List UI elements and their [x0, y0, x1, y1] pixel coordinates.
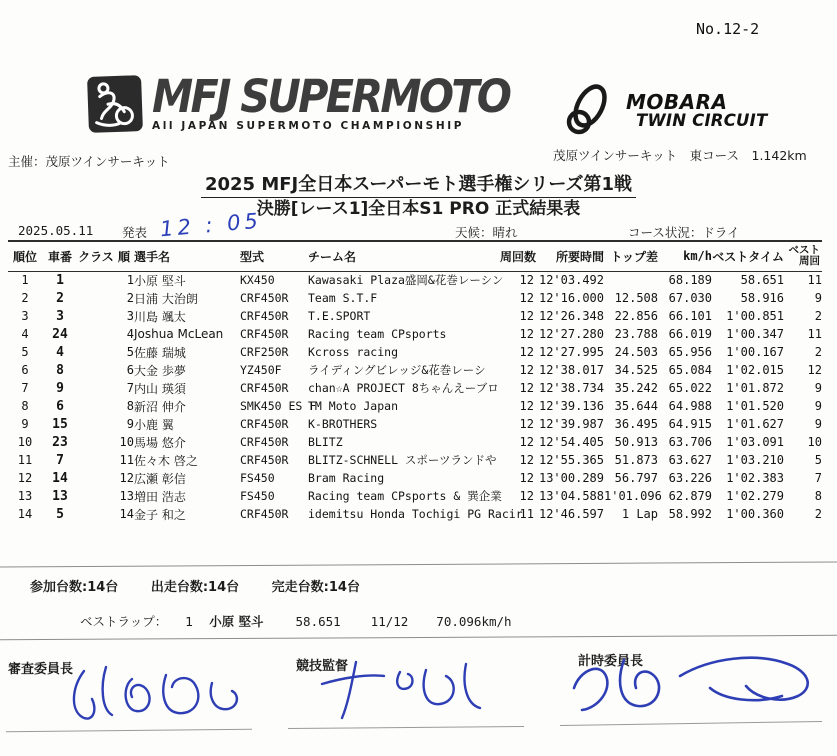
- cell-gap: 35.242: [614, 381, 658, 395]
- result-row: [8, 433, 822, 451]
- header-gap: トップ差: [604, 241, 658, 271]
- cell-total-time: 12'03.492: [538, 273, 604, 288]
- cell-best-time: 1'03.091: [726, 435, 784, 449]
- cell-bike-number: 9: [56, 380, 64, 396]
- header-best-lap: ベスト 周回: [784, 241, 822, 271]
- result-row: [8, 307, 822, 325]
- cell-machine: CRF450R: [240, 309, 289, 323]
- results-tbody: [8, 271, 822, 523]
- race-director-label: 競技監督: [296, 659, 349, 674]
- cell-best-lap: 11: [807, 273, 822, 288]
- cell-gap: 36.495: [614, 417, 658, 431]
- cell-class-rank: 2: [126, 291, 134, 305]
- starters-count: 出走台数:14台: [150, 580, 240, 595]
- cell-best-lap: 2: [814, 507, 822, 521]
- cell-kmh: 65.022: [668, 381, 712, 395]
- header-machine: 型式: [240, 241, 308, 271]
- result-row: [8, 361, 822, 379]
- cell-machine: FS450: [240, 471, 275, 485]
- cell-rider: 大金 歩夢: [134, 363, 186, 378]
- cell-laps: 12: [519, 273, 534, 288]
- cell-kmh: 67.030: [668, 291, 712, 305]
- cell-rider: 川島 颯太: [134, 309, 186, 324]
- cell-laps: 12: [519, 345, 534, 359]
- steward-chief-signature: [62, 653, 262, 737]
- result-row: [8, 379, 822, 397]
- cell-laps: 12: [519, 399, 534, 413]
- cell-machine: FS450: [240, 489, 275, 503]
- cell-class: [78, 325, 114, 343]
- cell-kmh: 63.627: [668, 453, 712, 467]
- cell-team: Kcross racing: [308, 345, 399, 359]
- race-director-signature: [308, 648, 498, 732]
- cell-total-time: 13'00.289: [538, 471, 604, 485]
- cell-position: 8: [21, 399, 29, 413]
- cell-position: 13: [17, 489, 33, 503]
- entry-stats-row: [30, 576, 388, 595]
- entries-count: 参加台数:14台: [30, 580, 119, 595]
- cell-class-rank: 3: [126, 309, 134, 323]
- cell-class-rank: 11: [119, 453, 134, 467]
- result-row: [8, 397, 822, 415]
- cell-class-rank: 5: [126, 345, 134, 359]
- best-lap-rider: 小原 堅斗: [209, 614, 264, 629]
- cell-best-lap: 10: [807, 435, 822, 449]
- cell-position: 12: [17, 471, 33, 485]
- mfj-rider-badge-icon: [87, 75, 143, 133]
- cell-bike-number: 2: [56, 290, 64, 306]
- cell-machine: KX450: [240, 273, 275, 288]
- cell-laps: 12: [519, 363, 534, 377]
- cell-rider: 小原 堅斗: [134, 273, 186, 288]
- doc-number: No.12-2: [696, 20, 760, 38]
- cell-machine: CRF450R: [240, 327, 289, 341]
- mobara-logo-line1: MOBARA: [626, 89, 728, 114]
- cell-team: ライディングビレッジ&花巻レーシ: [308, 363, 486, 377]
- cell-class-rank: 12: [119, 471, 134, 485]
- cell-class-rank: 8: [126, 399, 134, 413]
- cell-bike-number: 4: [56, 344, 64, 360]
- cell-machine: CRF250R: [240, 345, 289, 359]
- cell-rider: 広瀬 彰信: [134, 471, 186, 486]
- cell-best-lap: 2: [814, 309, 822, 323]
- cell-rider: Joshua McLean: [134, 327, 224, 341]
- cell-position: 9: [21, 417, 29, 431]
- cell-best-time: 1'00.360: [726, 507, 784, 521]
- result-row: [8, 271, 822, 289]
- best-lap-position: 1: [185, 614, 194, 629]
- result-row: [8, 487, 822, 505]
- header-team: チーム名: [308, 241, 500, 271]
- cell-machine: CRF450R: [240, 381, 289, 395]
- cell-kmh: 65.084: [668, 363, 712, 377]
- header-class-rank: 順: [114, 241, 134, 271]
- cell-machine: CRF450R: [240, 291, 289, 305]
- header-rider: 選手名: [134, 241, 240, 271]
- cell-total-time: 12'38.017: [538, 363, 604, 377]
- cell-team: T.E.SPORT: [308, 309, 371, 323]
- cell-class-rank: 10: [119, 435, 134, 449]
- cell-bike-number: 14: [52, 470, 68, 486]
- best-lap-speed: 70.096km/h: [436, 614, 512, 629]
- cell-kmh: 66.019: [668, 327, 712, 341]
- cell-total-time: 12'39.136: [538, 399, 604, 413]
- cell-total-time: 12'39.987: [538, 417, 604, 431]
- title-row-2: [0, 194, 837, 219]
- summary-top-rule: [0, 561, 837, 567]
- cell-class-rank: 13: [119, 489, 134, 503]
- cell-class: [78, 361, 114, 379]
- cell-bike-number: 7: [56, 452, 64, 468]
- cell-position: 1: [21, 273, 29, 288]
- cell-kmh: 63.226: [668, 471, 712, 485]
- cell-laps: 12: [519, 471, 534, 485]
- cell-machine: YZ450F: [240, 363, 282, 377]
- cell-best-time: 1'03.210: [726, 453, 784, 467]
- mfj-logo-title: MFJ SUPERMOTO: [152, 70, 510, 123]
- cell-rider: 金子 和之: [134, 507, 186, 522]
- cell-class-rank: 1: [126, 273, 134, 288]
- cell-class-rank: 4: [126, 327, 134, 341]
- cell-laps: 12: [519, 435, 534, 449]
- cell-gap: 23.788: [614, 327, 658, 341]
- cell-bike-number: 23: [52, 434, 68, 450]
- cell-machine: CRF450R: [240, 453, 289, 467]
- header-position: 順位: [8, 241, 42, 271]
- cell-best-lap: 2: [814, 345, 822, 359]
- header-bike-number: 車番: [42, 241, 78, 271]
- cell-team: Bram Racing: [308, 471, 385, 485]
- cell-bike-number: 8: [56, 362, 64, 378]
- best-lap-time: 58.651: [295, 614, 341, 629]
- cell-team: Team S.T.F: [308, 291, 378, 305]
- result-row: [8, 325, 822, 343]
- cell-class: [78, 433, 114, 451]
- result-row: [8, 289, 822, 307]
- cell-best-time: 1'02.383: [726, 471, 784, 485]
- cell-position: 3: [21, 309, 29, 323]
- cell-gap: 1'01.096: [604, 489, 662, 503]
- cell-laps: 11: [519, 507, 534, 521]
- race-title: 決勝[レース1]全日本S1 PRO 正式結果表: [256, 199, 581, 219]
- cell-team: chan☆A PROJECT 8ちゃんえーブロ: [308, 381, 499, 395]
- timekeeper-chief-signature: [560, 636, 830, 735]
- cell-bike-number: 5: [56, 506, 64, 522]
- cell-position: 7: [21, 381, 29, 395]
- cell-kmh: 58.992: [668, 507, 712, 521]
- header-class: クラス: [78, 241, 114, 271]
- course-info: 茂原ツインサーキット 東コース 1.142km: [553, 148, 807, 163]
- cell-best-time: 1'00.347: [726, 327, 784, 341]
- cell-laps: 12: [519, 291, 534, 305]
- cell-total-time: 12'46.597: [538, 507, 604, 521]
- cell-kmh: 64.988: [668, 399, 712, 413]
- cell-position: 14: [17, 507, 33, 521]
- cell-class: [78, 379, 114, 397]
- cell-laps: 12: [519, 381, 534, 395]
- cell-total-time: 12'27.280: [538, 327, 604, 341]
- mfj-supermoto-logo: [88, 70, 540, 132]
- cell-team: BLITZ-SCHNELL スポーツランドや: [308, 453, 497, 467]
- cell-position: 11: [17, 453, 33, 467]
- header-total-time: 所要時間: [534, 241, 604, 271]
- cell-class: [78, 307, 114, 325]
- cell-gap: 34.525: [614, 363, 658, 377]
- cell-bike-number: 15: [52, 416, 68, 432]
- cell-bike-number: 13: [52, 488, 68, 504]
- cell-class: [78, 505, 114, 523]
- cell-class: [78, 469, 114, 487]
- results-table: [8, 240, 822, 523]
- cell-machine: CRF450R: [240, 507, 289, 521]
- announce-time-handwritten: 12 : 05: [159, 208, 263, 242]
- cell-best-time: 58.651: [740, 273, 784, 288]
- cell-best-time: 1'00.851: [726, 309, 784, 323]
- cell-gap: 24.503: [614, 345, 658, 359]
- cell-team: TM Moto Japan: [308, 399, 399, 413]
- results-header: [8, 241, 822, 271]
- cell-laps: 12: [519, 309, 534, 323]
- cell-class: [78, 289, 114, 307]
- cell-position: 6: [21, 363, 29, 377]
- cell-kmh: 62.879: [668, 489, 712, 503]
- cell-gap: [604, 271, 658, 289]
- cell-total-time: 13'04.588: [538, 489, 604, 503]
- header-laps: 周回数: [500, 241, 534, 271]
- cell-position: 2: [21, 291, 29, 305]
- cell-best-lap: 9: [814, 417, 822, 431]
- cell-total-time: 12'26.348: [538, 309, 604, 323]
- mobara-rings-icon: [560, 82, 622, 138]
- cell-best-lap: 11: [807, 327, 822, 341]
- cell-bike-number: 3: [56, 308, 64, 324]
- cell-rider: 内山 瑛須: [134, 381, 186, 396]
- cell-total-time: 12'55.365: [538, 453, 604, 467]
- cell-position: 10: [17, 435, 33, 449]
- cell-best-lap: 9: [814, 291, 822, 305]
- cell-best-time: 1'01.627: [726, 417, 784, 431]
- cell-class: [78, 487, 114, 505]
- cell-class: [78, 397, 114, 415]
- cell-class: [78, 271, 114, 289]
- cell-total-time: 12'27.995: [538, 345, 604, 359]
- best-lap-lap-number: 11/12: [370, 614, 409, 629]
- cell-best-lap: 9: [814, 399, 822, 413]
- cell-best-time: 1'02.015: [726, 363, 784, 377]
- mobara-twin-circuit-logo: [560, 82, 767, 138]
- cell-gap: 50.913: [614, 435, 658, 449]
- cell-team: K-BROTHERS: [308, 417, 378, 431]
- cell-kmh: 65.956: [668, 345, 712, 359]
- cell-best-lap: 8: [814, 489, 822, 503]
- steward-chief-label: 審査委員長: [8, 662, 74, 677]
- cell-class-rank: 7: [126, 381, 134, 395]
- race-date: 2025.05.11: [18, 223, 94, 238]
- cell-rider: 馬場 悠介: [134, 435, 186, 450]
- cell-class: [78, 415, 114, 433]
- cell-team: Racing team CPsports & 巽企業: [308, 489, 502, 503]
- cell-class-rank: 6: [126, 363, 134, 377]
- cell-best-lap: 7: [814, 471, 822, 485]
- cell-position: 4: [21, 327, 29, 341]
- cell-gap: 56.797: [614, 471, 658, 485]
- cell-laps: 12: [519, 453, 534, 467]
- cell-position: 5: [21, 345, 29, 359]
- cell-machine: CRF450R: [240, 435, 289, 449]
- cell-best-time: 1'00.167: [726, 345, 784, 359]
- cell-rider: 新沼 伸介: [134, 399, 186, 414]
- cell-best-lap: 12: [807, 363, 822, 377]
- cell-gap: 35.644: [614, 399, 658, 413]
- cell-kmh: 66.101: [668, 309, 712, 323]
- cell-class: [78, 451, 114, 469]
- event-title: 2025 MFJ全日本スーパーモト選手権シリーズ第1戦: [201, 170, 636, 198]
- cell-class-rank: 9: [126, 417, 134, 431]
- cell-best-lap: 9: [814, 381, 822, 395]
- mobara-logo-text: [626, 89, 768, 130]
- cell-kmh: 68.189: [668, 273, 712, 288]
- cell-total-time: 12'38.734: [538, 381, 604, 395]
- weather-status: 天候：晴れ: [455, 225, 518, 240]
- cell-laps: 12: [519, 417, 534, 431]
- cell-class: [78, 343, 114, 361]
- cell-bike-number: 1: [56, 272, 64, 288]
- result-row: [8, 469, 822, 487]
- result-row: [8, 505, 822, 523]
- result-row: [8, 343, 822, 361]
- cell-kmh: 63.706: [668, 435, 712, 449]
- cell-bike-number: 6: [56, 398, 64, 414]
- cell-gap: 1 Lap: [621, 507, 658, 521]
- result-row: [8, 415, 822, 433]
- announce-label: 発表: [122, 225, 148, 240]
- cell-rider: 佐々木 啓之: [134, 453, 198, 468]
- cell-rider: 小鹿 翼: [134, 417, 174, 432]
- cell-laps: 12: [519, 489, 534, 503]
- cell-best-time: 1'01.520: [726, 399, 784, 413]
- cell-kmh: 64.915: [668, 417, 712, 431]
- timekeeper-chief-label: 計時委員長: [578, 654, 644, 669]
- mfj-logo-text: [152, 70, 540, 132]
- cell-class-rank: 14: [119, 507, 134, 521]
- header-best-time: ベストタイム: [712, 241, 784, 271]
- cell-team: Racing team CPsports: [308, 327, 447, 341]
- cell-team: BLITZ: [308, 435, 343, 449]
- cell-team: Kawasaki Plaza盛岡&花巻レーシン: [308, 273, 504, 288]
- course-condition-status: コース状況：ドライ: [628, 225, 740, 240]
- cell-rider: 佐藤 瑞城: [134, 345, 186, 360]
- cell-gap: 22.856: [614, 309, 658, 323]
- organizer-label: 主催：茂原ツインサーキット: [8, 154, 170, 169]
- best-lap-label: ベストラップ：: [80, 614, 168, 629]
- cell-best-time: 58.916: [740, 291, 784, 305]
- cell-best-lap: 5: [814, 453, 822, 467]
- finishers-count: 完走台数:14台: [271, 580, 360, 595]
- cell-rider: 増田 浩志: [134, 489, 186, 504]
- cell-machine: CRF450R: [240, 417, 289, 431]
- cell-team: idemitsu Honda Tochigi PG Racir: [308, 507, 523, 521]
- best-lap-row: [80, 612, 512, 630]
- cell-best-time: 1'01.872: [726, 381, 784, 395]
- result-row: [8, 451, 822, 469]
- mfj-logo-subtitle: All JAPAN SUPERMOTO CHAMPIONSHIP: [152, 120, 465, 132]
- cell-machine: SMK450 ES F: [240, 399, 317, 413]
- cell-best-time: 1'02.279: [726, 489, 784, 503]
- cell-gap: 12.508: [614, 291, 658, 305]
- mobara-logo-line2: TWIN CIRCUIT: [636, 110, 768, 130]
- cell-rider: 日浦 大治朗: [134, 291, 198, 306]
- cell-bike-number: 24: [52, 326, 68, 342]
- cell-gap: 51.873: [614, 453, 658, 467]
- cell-laps: 12: [519, 327, 534, 341]
- cell-total-time: 12'54.405: [538, 435, 604, 449]
- header-kmh: km/h: [658, 241, 712, 271]
- cell-total-time: 12'16.000: [538, 291, 604, 305]
